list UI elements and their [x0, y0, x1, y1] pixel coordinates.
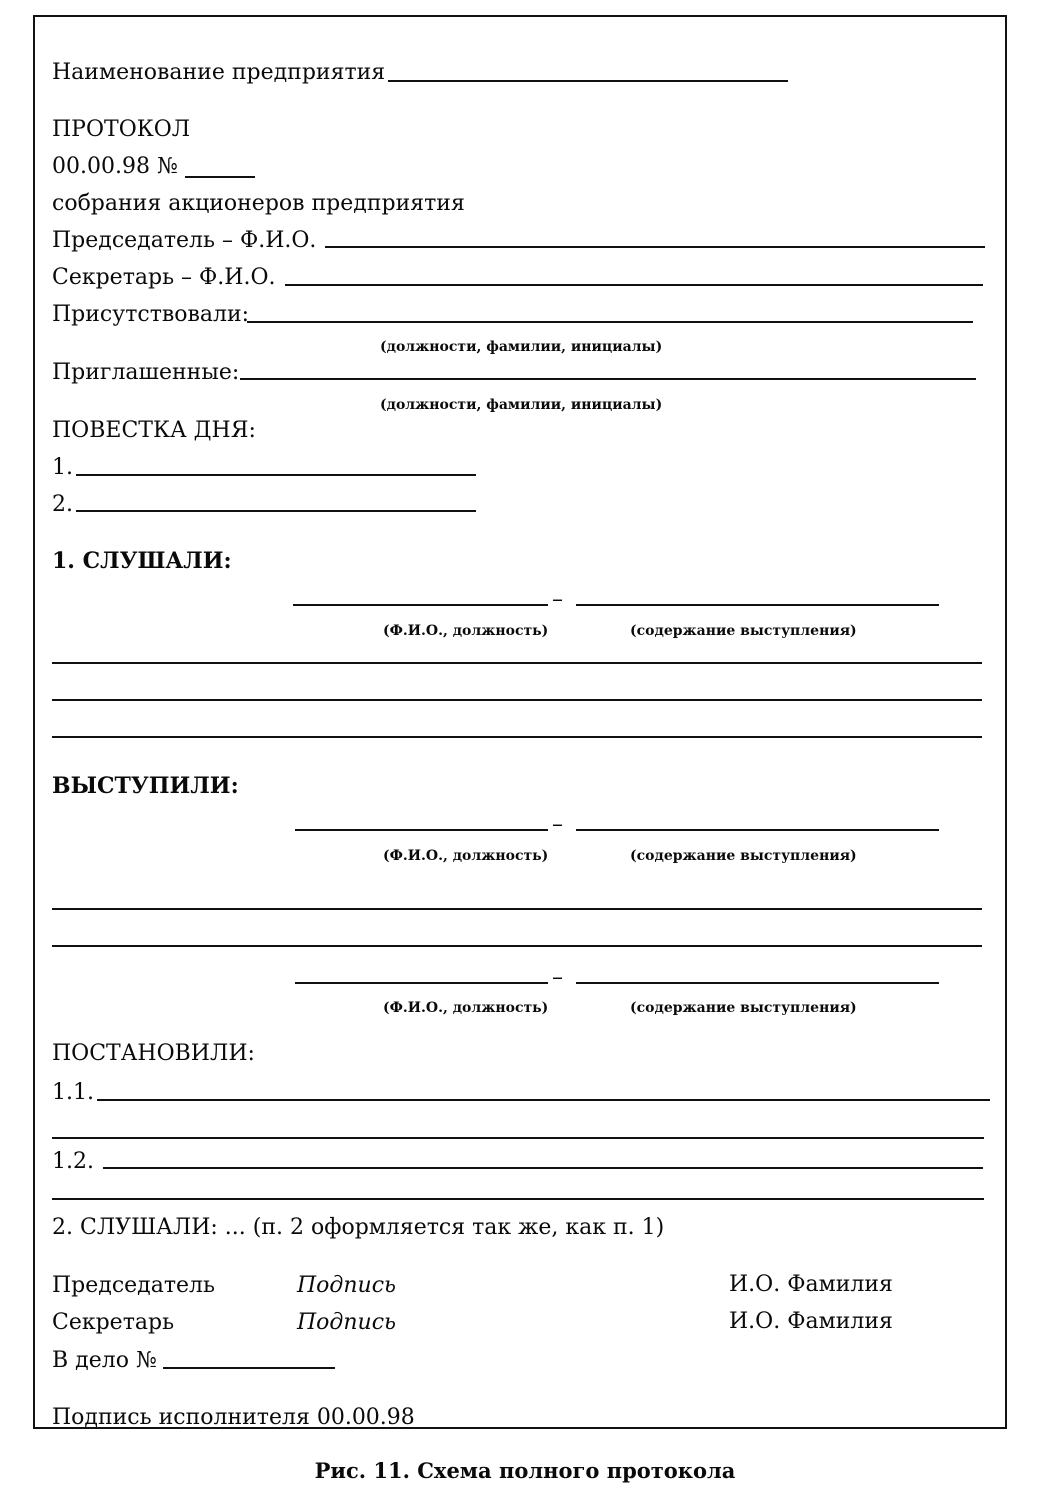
protocol-title: ПРОТОКОЛ — [52, 117, 191, 142]
decision-item-1: 1.1. — [52, 1080, 94, 1105]
heard-fio-line — [293, 604, 548, 606]
decision-item-1-line-2 — [52, 1137, 984, 1139]
secretary-label: Секретарь – Ф.И.О. — [52, 265, 276, 290]
heard-text-line-3 — [52, 736, 982, 738]
agenda-title: ПОВЕСТКА ДНЯ: — [52, 418, 256, 443]
spoke-fio-hint-2: (Ф.И.О., должность) — [383, 1000, 549, 1016]
present-field-line — [247, 321, 973, 323]
signature-name-secretary: И.О. Фамилия — [729, 1309, 893, 1334]
spoke-title: ВЫСТУПИЛИ: — [52, 773, 239, 799]
enterprise-field-line — [388, 80, 788, 82]
number-field-line — [185, 176, 255, 178]
invited-hint: (должности, фамилии, инициалы) — [380, 397, 663, 413]
figure-caption: Рис. 11. Схема полного протокола — [314, 1458, 736, 1483]
date-number-label: 00.00.98 № — [52, 154, 178, 179]
heard-content-hint: (содержание выступления) — [630, 623, 857, 639]
agenda-item-1: 1. — [52, 455, 73, 480]
decision-item-2: 1.2. — [52, 1149, 94, 1174]
spoke-dash-2: – — [552, 965, 563, 990]
spoke-fio-line-2 — [295, 982, 548, 984]
signature-role-chairman: Председатель — [52, 1273, 215, 1298]
spoke-content-line-1 — [576, 829, 939, 831]
invited-label: Приглашенные: — [52, 360, 240, 385]
agenda-item-1-line — [76, 474, 476, 476]
spoke-dash-1: – — [552, 812, 563, 837]
present-label: Присутствовали: — [52, 302, 250, 327]
invited-field-line — [240, 378, 976, 380]
spoke-fio-hint-1: (Ф.И.О., должность) — [383, 848, 549, 864]
meeting-description: собрания акционеров предприятия — [52, 191, 465, 216]
chairman-field-line — [325, 246, 985, 248]
signature-role-secretary: Секретарь — [52, 1310, 175, 1335]
heard-fio-hint: (Ф.И.О., должность) — [383, 623, 549, 639]
agenda-item-2: 2. — [52, 492, 73, 517]
decision-item-2-line-2 — [52, 1198, 984, 1200]
decided-title: ПОСТАНОВИЛИ: — [52, 1041, 255, 1066]
spoke-content-hint-2: (содержание выступления) — [630, 1000, 857, 1016]
signature-sign-chairman: Подпись — [297, 1273, 397, 1298]
decision-item-2-line — [103, 1167, 983, 1169]
decision-item-1-line — [97, 1099, 990, 1101]
heard-text-line-1 — [52, 662, 982, 664]
spoke-text-line-1 — [52, 908, 982, 910]
file-label: В дело № — [52, 1348, 157, 1373]
executor-signature-label: Подпись исполнителя 00.00.98 — [52, 1405, 415, 1430]
signature-sign-secretary: Подпись — [297, 1310, 397, 1335]
heard-text-line-2 — [52, 699, 982, 701]
heard-title: 1. СЛУШАЛИ: — [52, 548, 232, 574]
heard-content-line — [576, 604, 939, 606]
spoke-text-line-2 — [52, 945, 982, 947]
spoke-content-line-2 — [576, 982, 939, 984]
agenda-item-2-line — [76, 510, 476, 512]
present-hint: (должности, фамилии, инициалы) — [380, 339, 663, 355]
heard-2-note: 2. СЛУШАЛИ: ... (п. 2 оформляется так же, как п. 1) — [52, 1215, 665, 1240]
spoke-content-hint-1: (содержание выступления) — [630, 848, 857, 864]
spoke-fio-line-1 — [295, 829, 548, 831]
heard-dash: – — [552, 587, 563, 612]
secretary-field-line — [285, 284, 983, 286]
signature-name-chairman: И.О. Фамилия — [729, 1272, 893, 1297]
file-number-line — [163, 1367, 335, 1369]
chairman-label: Председатель – Ф.И.О. — [52, 228, 317, 253]
enterprise-label: Наименование предприятия — [52, 60, 386, 85]
